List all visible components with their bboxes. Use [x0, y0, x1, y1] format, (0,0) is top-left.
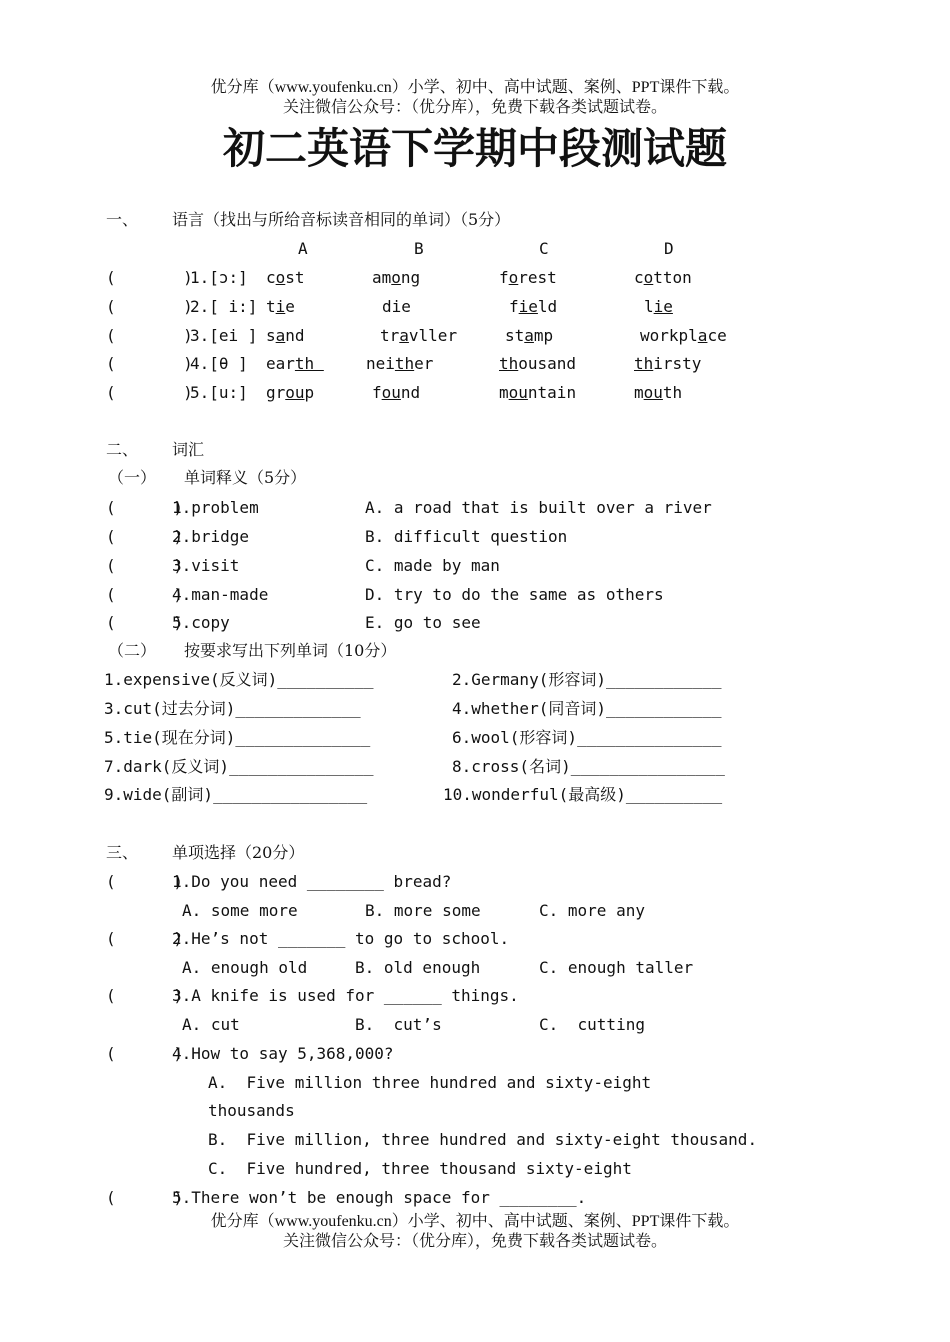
- column-c-header: C: [539, 239, 549, 258]
- section-2-title: 词汇: [172, 440, 205, 459]
- option-c: C. enough taller: [539, 958, 694, 977]
- match-bracket: ( ): [106, 585, 184, 604]
- word-part: tr: [380, 326, 400, 345]
- underlined-letters: a: [399, 326, 409, 345]
- word-part: am: [372, 268, 392, 287]
- word-part: rest: [518, 268, 557, 287]
- answer-bracket: ( ): [106, 268, 193, 287]
- option-c: C. cutting: [539, 1015, 645, 1034]
- match-definition: D. try to do the same as others: [365, 585, 664, 604]
- word-part: st: [505, 326, 525, 345]
- word-option-b: [372, 267, 420, 289]
- question-2-text: 2.He’s not _______ to go to school.: [172, 929, 510, 948]
- match-word: 3.visit: [172, 556, 240, 575]
- section-2-number: 二、: [106, 440, 139, 459]
- match-definition: B. difficult question: [365, 527, 568, 546]
- word-option-d: [640, 325, 727, 347]
- match-bracket: ( ): [106, 498, 184, 517]
- question-5-text: 5.There won’t be enough space for ________.: [172, 1188, 587, 1207]
- word-part: th: [662, 383, 683, 402]
- word-form-item: 8.cross(名词)________________: [452, 757, 725, 776]
- match-word: 5.copy: [172, 613, 230, 632]
- page-title: 初二英语下学期中段测试题: [222, 124, 727, 173]
- word-part: nei: [366, 354, 395, 373]
- underlined-letters: ou: [508, 383, 528, 402]
- word-part: d: [382, 297, 392, 316]
- word-part: f: [372, 383, 382, 402]
- option-c: C. more any: [539, 901, 645, 920]
- word-option-d: [634, 353, 701, 375]
- word-part: m: [634, 383, 644, 402]
- part-1-title: 单词释义（5分）: [184, 468, 307, 487]
- underlined-letters: th: [499, 354, 519, 373]
- header-line-1: 优分库（www.youfenku.cn）小学、初中、高中试题、案例、PPT课件下载。: [210, 79, 740, 96]
- phonetic-symbol: 5.[u:]: [190, 383, 248, 402]
- answer-bracket: ( ): [106, 354, 193, 373]
- word-form-item: 10.wonderful(最高级)__________: [443, 785, 723, 804]
- option-a: A. cut: [182, 1015, 240, 1034]
- section-1-title: 语言（找出与所给音标读音相同的单词）（5分）: [172, 210, 511, 229]
- underlined-letters: a: [697, 326, 708, 345]
- word-part: s: [266, 326, 276, 345]
- underlined-letters: ou: [643, 383, 663, 402]
- underlined-letters: ou: [381, 383, 401, 402]
- word-form-item: 5.tie(现在分词)______________: [104, 728, 371, 747]
- word-part: st: [285, 268, 305, 287]
- word-form-item: 9.wide(副词)________________: [104, 785, 368, 804]
- match-word: 4.man-made: [172, 585, 269, 604]
- word-form-item: 1.expensive(反义词)__________: [104, 670, 374, 689]
- word-option-a: [266, 267, 305, 289]
- underlined-letters: ie: [518, 297, 538, 316]
- word-option-c: [509, 296, 557, 318]
- question-4-text: 4.How to say 5,368,000?: [172, 1044, 394, 1063]
- column-d-header: D: [664, 239, 674, 258]
- header-line-2: 关注微信公众号：（优分库），免费下载各类试题试卷。: [282, 99, 667, 116]
- question-1-text: 1.Do you need ________ bread?: [172, 872, 452, 891]
- word-part: nd: [400, 383, 421, 402]
- word-part: f: [499, 268, 509, 287]
- word-part: e: [285, 297, 295, 316]
- question-bracket: ( ): [106, 929, 184, 948]
- word-option-a: [266, 296, 295, 318]
- answer-bracket: ( ): [106, 326, 193, 345]
- option-b: B. old enough: [355, 958, 481, 977]
- word-part: ce: [707, 326, 727, 345]
- word-form-item: 6.wool(形容词)_______________: [452, 728, 722, 747]
- word-option-c: [499, 382, 576, 404]
- match-bracket: ( ): [106, 613, 184, 632]
- word-part: ear: [266, 354, 295, 373]
- word-part: ntain: [527, 383, 577, 402]
- word-option-b: [372, 382, 420, 404]
- underlined-letters: th: [294, 354, 324, 373]
- phonetic-symbol: 4.[θ ]: [190, 354, 248, 373]
- underlined-letters: th: [634, 354, 654, 373]
- underlined-letters: i: [275, 297, 286, 316]
- phonetic-symbol: 3.[ei ]: [190, 326, 258, 345]
- word-part: workpl: [640, 326, 698, 345]
- footer-line-1: 优分库（www.youfenku.cn）小学、初中、高中试题、案例、PPT课件下载。: [210, 1213, 740, 1230]
- option-b: B. cut’s: [355, 1015, 442, 1034]
- word-part: ie: [391, 297, 411, 316]
- match-bracket: ( ): [106, 556, 184, 575]
- column-b-header: B: [414, 239, 424, 258]
- word-part: l: [644, 297, 654, 316]
- phonetic-symbol: 1.[ɔ:]: [190, 268, 248, 287]
- word-part: f: [509, 297, 519, 316]
- underlined-letters: ie: [653, 297, 673, 316]
- word-option-c: [505, 325, 553, 347]
- part-2-label: （二）: [108, 641, 157, 660]
- word-part: vller: [408, 326, 458, 345]
- column-a-header: A: [298, 239, 308, 258]
- word-form-item: 7.dark(反义词)_______________: [104, 757, 374, 776]
- match-definition: C. made by man: [365, 556, 500, 575]
- option-b: B. more some: [365, 901, 481, 920]
- word-form-item: 3.cut(过去分词)_____________: [104, 699, 361, 718]
- word-form-item: 2.Germany(形容词)____________: [452, 670, 722, 689]
- word-part: ousand: [518, 354, 577, 373]
- word-option-a: [266, 325, 305, 347]
- word-option-a: [266, 353, 324, 375]
- phonetic-symbol: 2.[ i:]: [190, 297, 258, 316]
- word-part: p: [304, 383, 315, 402]
- match-definition: A. a road that is built over a river: [365, 498, 712, 517]
- answer-bracket: ( ): [106, 297, 193, 316]
- part-2-title: 按要求写出下列单词（10分）: [184, 641, 397, 660]
- word-part: tton: [653, 268, 692, 287]
- underlined-letters: th: [394, 354, 415, 373]
- underlined-letters: a: [524, 326, 534, 345]
- word-form-item: 4.whether(同音词)____________: [452, 699, 722, 718]
- word-part: t: [266, 297, 276, 316]
- underlined-letters: a: [275, 326, 286, 345]
- word-part: m: [499, 383, 509, 402]
- underlined-letters: ou: [285, 383, 305, 402]
- section-3-title: 单项选择（20分）: [172, 843, 305, 862]
- part-1-label: （一）: [108, 468, 157, 487]
- question-bracket: ( ): [106, 1188, 184, 1207]
- word-part: mp: [533, 326, 554, 345]
- word-option-d: [644, 296, 673, 318]
- word-option-b: [366, 353, 433, 375]
- underlined-letters: o: [275, 268, 286, 287]
- section-3-number: 三、: [106, 843, 139, 862]
- match-definition: E. go to see: [365, 613, 481, 632]
- option-c: C. Five hundred, three thousand sixty-eight: [208, 1159, 632, 1178]
- word-part: c: [266, 268, 276, 287]
- question-3-text: 3.A knife is used for ______ things.: [172, 986, 519, 1005]
- question-bracket: ( ): [106, 872, 184, 891]
- word-option-b: [382, 296, 411, 318]
- question-bracket: ( ): [106, 1044, 184, 1063]
- word-part: gr: [266, 383, 286, 402]
- word-part: er: [414, 354, 434, 373]
- option-a: A. Five million three hundred and sixty-eight: [208, 1073, 652, 1092]
- question-bracket: ( ): [106, 986, 184, 1005]
- word-part: ld: [537, 297, 558, 316]
- word-part: c: [634, 268, 644, 287]
- match-bracket: ( ): [106, 527, 184, 546]
- answer-bracket: ( ): [106, 383, 193, 402]
- option-a-continued: thousands: [208, 1101, 295, 1120]
- word-part: irsty: [653, 354, 702, 373]
- word-option-c: [499, 353, 576, 375]
- underlined-letters: o: [643, 268, 654, 287]
- word-option-a: [266, 382, 314, 404]
- word-option-c: [499, 267, 557, 289]
- word-part: ng: [400, 268, 421, 287]
- word-option-d: [634, 382, 682, 404]
- match-word: 2.bridge: [172, 527, 250, 546]
- option-a: A. some more: [182, 901, 298, 920]
- word-part: nd: [285, 326, 305, 345]
- section-1-number: 一、: [106, 210, 139, 229]
- footer-line-2: 关注微信公众号：（优分库），免费下载各类试题试卷。: [282, 1233, 667, 1250]
- word-option-b: [380, 325, 457, 347]
- word-option-d: [634, 267, 692, 289]
- match-word: 1.problem: [172, 498, 259, 517]
- option-b: B. Five million, three hundred and sixty-eight thousand.: [208, 1130, 758, 1149]
- underlined-letters: o: [391, 268, 401, 287]
- underlined-letters: o: [508, 268, 519, 287]
- option-a: A. enough old: [182, 958, 308, 977]
